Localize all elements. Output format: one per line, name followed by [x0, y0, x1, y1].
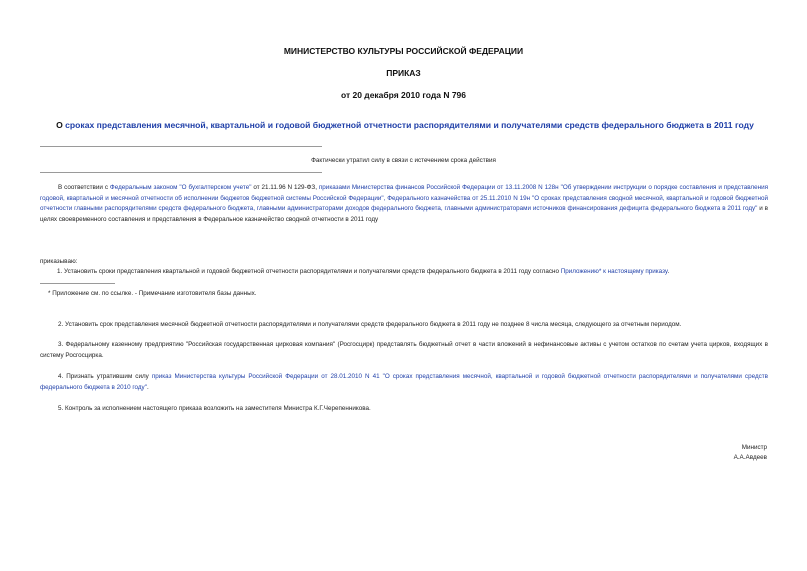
- date-number-heading: от 20 декабря 2010 года N 796: [340, 90, 467, 100]
- repealed-order-link[interactable]: приказ Министерства культуры Российской Федерации от 28.01.2010 N 41 "О сроках представления месячной, квартальной и годовой бюджетной отчетности распорядителями и получателями средств федерального бюджета в 2010 году": [40, 373, 768, 391]
- item-5: 5. Контроль за исполнением настоящего приказа возложить на заместителя Министра К.Г.Черепенникова.: [58, 405, 371, 412]
- preamble-text-3: и в целях своевременного составления и представления в Федеральное казначейство сводной отчетности в 2011 году: [40, 205, 768, 223]
- item-1-text: 1. Установить сроки представления квартальной и годовой бюджетной отчетности распорядителями и получателями средств федерального бюджета в 2011 году согласно: [57, 268, 561, 275]
- divider-top: [40, 146, 322, 147]
- item-2: 2. Установить срок представления месячной бюджетной отчетности распорядителями и получателями средств федерального бюджета в 2011 году не позднее 8 числа месяца, следующего за отчетным периодом.: [58, 321, 682, 328]
- preamble-text-1: В соответствии с: [58, 184, 110, 191]
- signature-role: Министр: [741, 444, 767, 451]
- item-1: 1. Установить сроки представления квартальной и годовой бюджетной отчетности распорядителями и получателями средств федерального бюджета в 2011 году согласно Приложению* к настоящему приказу.: [57, 268, 670, 275]
- title-prefix: О: [56, 120, 66, 130]
- orders-link[interactable]: приказами Министерства финансов Российской Федерации от 13.11.2008 N 128н "Об утверждении инструкции о порядке составления и представления годовой, квартальной и месячной отчетности об исполнении бюджетов бюджетной системы Российской Федерации", Федерального казначейства от 25.11.2010 N 19н "О сроках представления сводной месячной, квартальной и годовой бюджетной отчетности главными распорядителями средств федерального бюджета, главными администраторами доходов федерального бюджета, главными администраторами источников финансирования дефицита федерального бюджета в 2011 году": [40, 184, 769, 212]
- status-note: Фактически утратил силу в связи с истечением срока действия: [311, 157, 496, 164]
- appendix-link[interactable]: Приложению* к настоящему приказу: [560, 268, 668, 275]
- footnote-divider: [40, 283, 115, 284]
- law-link[interactable]: Федеральным законом "О бухгалтерском учете": [109, 184, 252, 191]
- signature-name: А.А.Авдеев: [733, 454, 767, 461]
- item-3: 3. Федеральному казенному предприятию "Российская государственная цирковая компания" (Росгосцирк) представлять бюджетный отчет в части вложений в нефинансовые активы с учетом остатков по счетам учета цирков, входящих в систему Росгосцирка.: [40, 341, 768, 359]
- item-4: 4. Признать утратившим силу приказ Министерства культуры Российской Федерации от 28.01.2010 N 41 "О сроках представления месячной, квартальной и годовой бюджетной отчетности распорядителями и получателями средств федерального бюджета в 2010 году".: [40, 373, 768, 391]
- title-link[interactable]: сроках представления месячной, квартальной и годовой бюджетной отчетности распорядителями и получателями средств федерального бюджета в 2011 году: [65, 120, 754, 130]
- order-word: приказываю:: [40, 258, 78, 265]
- preamble-paragraph: [40, 183, 768, 225]
- divider-bottom: [40, 172, 322, 173]
- footnote: * Приложение см. по ссылке. - Примечание изготовителя базы данных.: [48, 290, 257, 297]
- ministry-heading: МИНИСТЕРСТВО КУЛЬТУРЫ РОССИЙСКОЙ ФЕДЕРАЦИИ: [283, 46, 524, 56]
- document-title: [30, 120, 780, 130]
- preamble-text-2: от 21.11.96 N 129-ФЗ,: [251, 184, 319, 191]
- doc-type-heading: ПРИКАЗ: [386, 68, 421, 78]
